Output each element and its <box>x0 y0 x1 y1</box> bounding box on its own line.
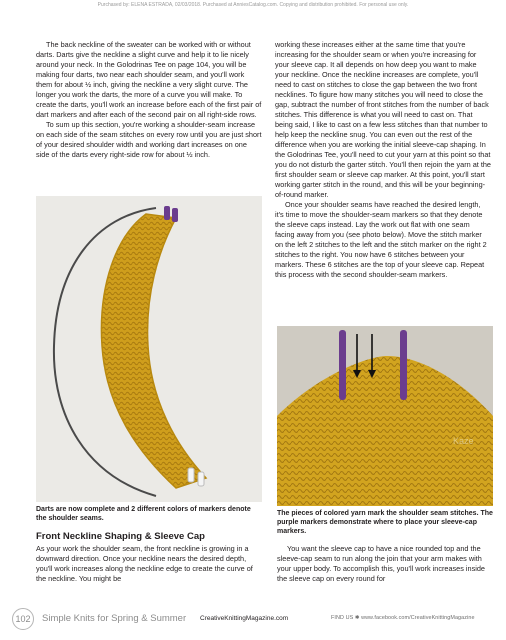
magazine-title: Simple Knits for Spring & Summer <box>42 613 187 624</box>
body-paragraph: working these increases either at the same time that you're increasing for the shoulder seam or when you're increasing for your sleeve cap. It all depends on how deep you want to make your neckline. Once the neckline increases are complete, you'll need to cast on stitches to close the gap between the two front necklines. To figure how many stitches you will need to close the gap, subtract the number of front stitches from the number of back stitches. This difference is what you will need to cast on. That being said, I like to cast on a few less stitches than that number to help keep the neckline snug. You can even out the rest of the difference when you are working the initial sleeve-cap shaping. In the Golodrinas Tee, you'll need to cut your yarn at this point so that you do not disturb the garter stitch. You'll then rejoin the yarn at the first shoulder seam or sleeve cap marker. At this point, you'll start working garter stitch in the round, and this will be your beginning-of-round marker. <box>275 40 491 199</box>
photo-caption-left: Darts are now complete and 2 different colors of markers denote the shoulder seams. <box>36 506 251 522</box>
page-number: 102 <box>12 608 34 630</box>
body-paragraph: As your work the shoulder seam, the front neckline is growing in a downward direction. Once your neckline nears the desired depth, you'll work increases along the neckline edge to create the curve of the neckline. You might be <box>36 544 253 583</box>
section-heading: Front Neckline Shaping & Sleeve Cap <box>36 531 205 542</box>
left-column <box>36 40 262 160</box>
body-paragraph: The back neckline of the sweater can be worked with or without darts. Darts give the neckline a slight curve and help it to lie nicely around your neck. In the Golodrinas Tee on page 104, you will be making four darts, two near each shoulder seam, and you'll work them for about ½ inch, giving the neckline a very slight curve. The longer you work the darts, the more of a curve you will make. To create the darts, you'll work an increase before each of the first pair of dart markers and after each of the second pair on all right-side rows. <box>36 40 262 119</box>
purple-marker-left <box>339 330 346 400</box>
section-body <box>36 544 262 584</box>
right-column <box>275 40 491 280</box>
right-bottom-body <box>277 544 493 584</box>
photo-sleeve-markers <box>277 326 493 506</box>
sleeve-cap-illustration <box>277 326 493 506</box>
watermark: Kaze <box>453 436 474 446</box>
photo-darts-complete <box>36 196 262 502</box>
facebook-link[interactable]: FIND US ✱ www.facebook.com/CreativeKnittingMagazine <box>331 615 475 621</box>
body-paragraph: To sum up this section, you're working a shoulder-seam increase on each side of the seam stitches on every row until you are just short of your desired shoulder width and working dart increases on one side of the darts every right-side row for about ½ inch. <box>36 120 262 159</box>
page-footer <box>0 608 506 630</box>
body-paragraph: You want the sleeve cap to have a nice rounded top and the sleeve-cap seam to run along the join that your arm makes with your upper body. To accomplish this, you'll work increases inside the sleeve cap on every round for <box>277 544 485 583</box>
purple-marker-right <box>400 330 407 400</box>
body-paragraph: Once your shoulder seams have reached the desired length, it's time to move the shoulder-seam markers so that they denote the sleeve caps instead. Lay the work out flat with one seam facing away from you (see photo below). Move the stitch marker on the left 2 stitches to the left and the stitch marker on the right 2 stitches to the right. You now have 6 stitches between your markers. These 6 stitches are the top of your sleeve cap. Repeat this process with the second shoulder-seam markers. <box>275 200 487 279</box>
purchase-notice: Purchased by: ELENA ESTRADA, 02/03/2018. Purchased at AnniesCatalog.com. Copying and distribution prohibited. For personal use only. <box>97 2 409 8</box>
marker-purple <box>164 206 170 220</box>
photo-caption-right: The pieces of colored yarn mark the shoulder seam stitches. The purple markers demonstrate where to place your sleeve-cap markers. <box>277 510 493 535</box>
magazine-website-link[interactable]: CreativeKnittingMagazine.com <box>200 615 289 622</box>
knitting-curve-illustration <box>36 196 262 502</box>
